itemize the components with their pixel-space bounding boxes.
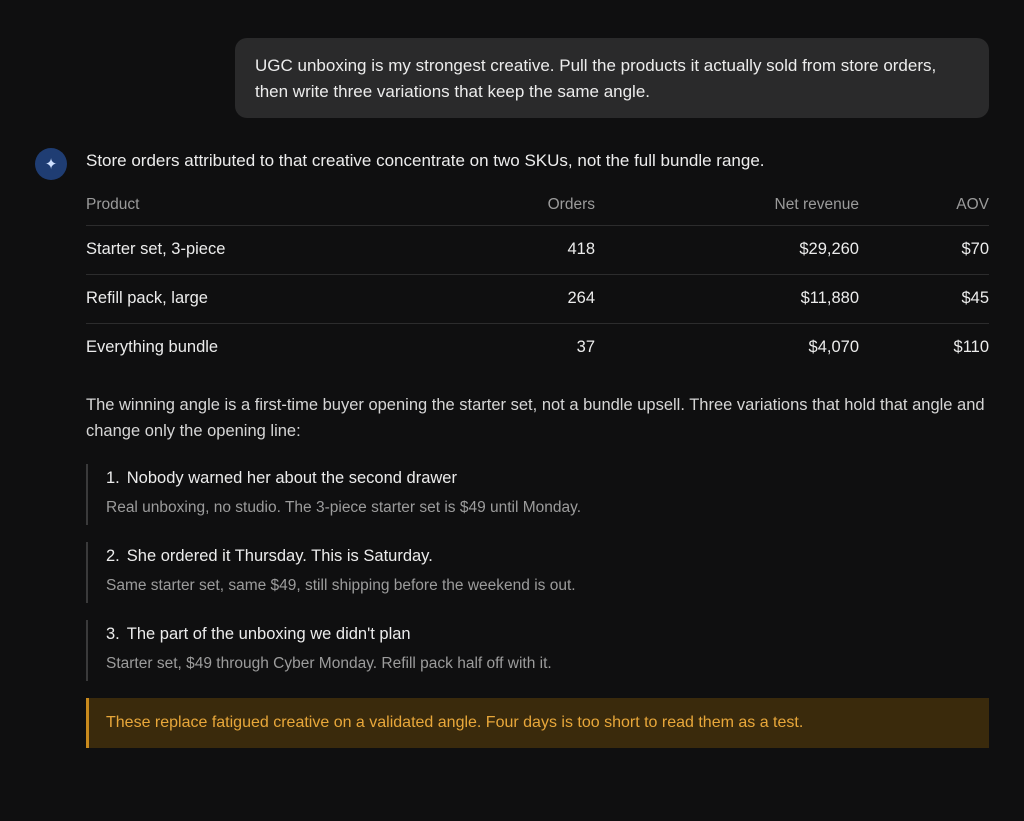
sparkle-icon: ✦ xyxy=(44,155,58,173)
table-row xyxy=(86,274,989,323)
cell-orders: 418 xyxy=(426,225,595,274)
variation-title xyxy=(106,542,989,570)
warning-callout xyxy=(86,698,989,748)
assistant-summary: The winning angle is a first-time buyer opening the starter set, not a bundle upsell. Three variations that hold that angle and change only the opening line: xyxy=(86,396,985,440)
cell-aov: $70 xyxy=(859,225,989,274)
list-item xyxy=(86,542,989,603)
header-aov: AOV xyxy=(859,185,989,225)
header-product: Product xyxy=(86,185,426,225)
variation-title xyxy=(106,464,989,492)
list-item xyxy=(86,464,989,525)
variation-index: 1. xyxy=(106,469,120,487)
table-header-row xyxy=(86,185,989,225)
cell-product: Everything bundle xyxy=(86,338,219,357)
cell-product: Refill pack, large xyxy=(86,274,426,323)
products-table xyxy=(86,185,989,372)
cell-net-revenue: $29,260 xyxy=(595,225,859,274)
cell-net-revenue: $4,070 xyxy=(808,338,859,357)
variation-title-text: The part of the unboxing we didn't plan xyxy=(126,625,411,643)
header-net-revenue: Net revenue xyxy=(595,185,859,225)
cell-orders: 37 xyxy=(576,338,595,357)
user-message-text: UGC unboxing is my strongest creative. Pull the products it actually sold from store orders, then write three variations that keep the same angle. xyxy=(255,56,937,101)
variation-body: Starter set, $49 through Cyber Monday. Refill pack half off with it. xyxy=(106,655,552,672)
cell-product: Starter set, 3-piece xyxy=(86,225,426,274)
variation-body: Real unboxing, no studio. The 3-piece starter set is $49 until Monday. xyxy=(106,499,582,516)
variation-title xyxy=(106,620,989,648)
table-row xyxy=(86,225,989,274)
user-message-bubble xyxy=(235,38,989,118)
assistant-avatar xyxy=(35,148,67,180)
assistant-intro: Store orders attributed to that creative concentrate on two SKUs, not the full bundle range. xyxy=(86,151,765,170)
cell-orders: 264 xyxy=(426,274,595,323)
assistant-message xyxy=(86,148,989,748)
list-item xyxy=(86,620,989,681)
table-row xyxy=(86,323,989,372)
variation-body: Same starter set, same $49, still shipping before the weekend is out. xyxy=(106,577,576,594)
variation-title-text: She ordered it Thursday. This is Saturday. xyxy=(126,547,433,565)
variation-index: 3. xyxy=(106,625,120,643)
header-orders: Orders xyxy=(426,185,595,225)
variations-list xyxy=(86,464,989,681)
callout-text: These replace fatigued creative on a validated angle. Four days is too short to read them as a test. xyxy=(106,714,804,731)
cell-aov: $110 xyxy=(953,338,989,357)
cell-net-revenue: $11,880 xyxy=(595,274,859,323)
cell-aov: $45 xyxy=(859,274,989,323)
variation-title-text: Nobody warned her about the second drawer xyxy=(126,469,457,487)
variation-index: 2. xyxy=(106,547,120,565)
